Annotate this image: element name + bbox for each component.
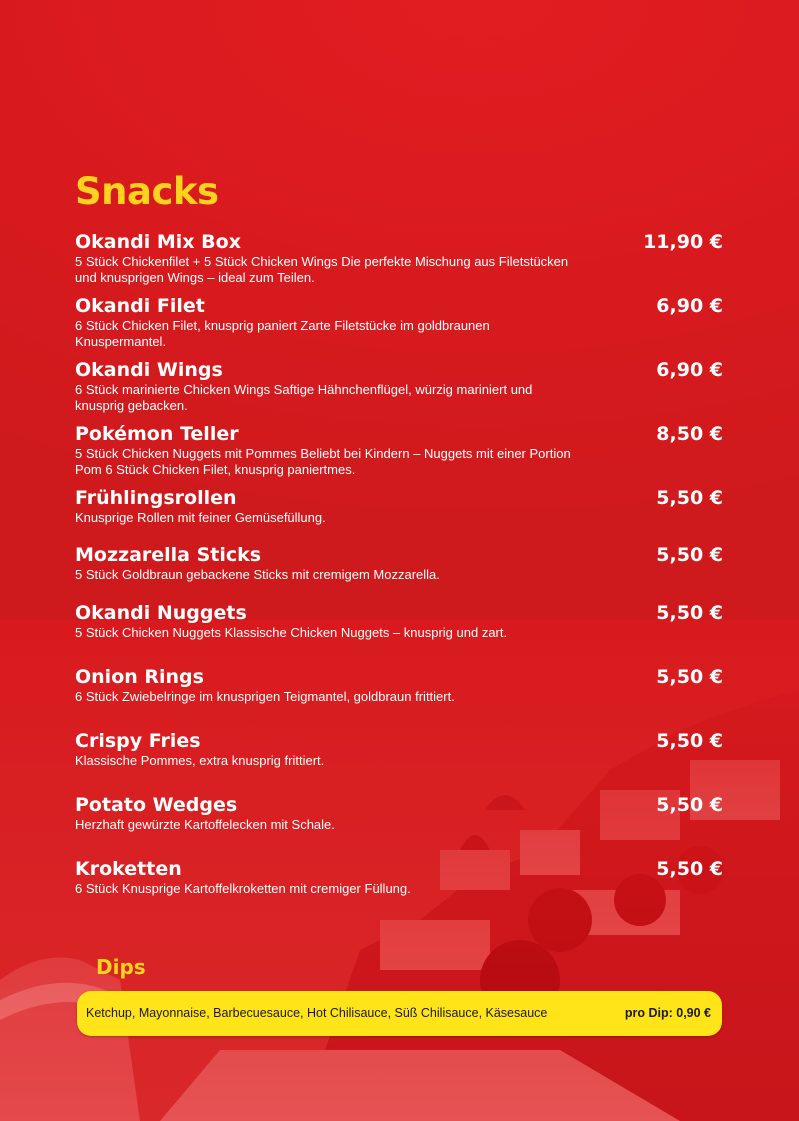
item-description: 6 Stück Knusprige Kartoffelkroketten mit cremiger Füllung. [75, 881, 411, 896]
dips-bar [77, 991, 722, 1036]
item-description: 5 Stück Goldbraun gebackene Sticks mit cremigem Mozzarella. [75, 567, 440, 582]
item-name: Onion Rings [75, 666, 204, 688]
menu-item [75, 358, 725, 414]
item-name: Okandi Nuggets [75, 602, 247, 624]
item-name: Okandi Filet [75, 295, 205, 317]
dips-price: pro Dip: 0,90 € [624, 1006, 711, 1020]
item-description: 6 Stück Chicken Filet, knusprig paniert Zarte Filetstücke im goldbraunen Knuspermantel. [75, 318, 490, 349]
item-price: 5,50 € [656, 666, 723, 688]
item-name: Pokémon Teller [75, 423, 239, 445]
item-description: Klassische Pommes, extra knusprig frittiert. [75, 753, 325, 768]
item-description: 5 Stück Chickenfilet + 5 Stück Chicken Wings Die perfekte Mischung aus Filetstücken und knusprigen Wings – ideal zum Teilen. [75, 254, 569, 285]
item-price: 5,50 € [656, 730, 723, 752]
item-price: 8,50 € [656, 423, 723, 445]
item-price: 5,50 € [656, 858, 723, 880]
item-price: 5,50 € [656, 544, 723, 566]
item-name: Okandi Mix Box [75, 231, 241, 253]
item-name: Mozzarella Sticks [75, 544, 262, 566]
item-name: Potato Wedges [75, 794, 238, 816]
item-description: 5 Stück Chicken Nuggets mit Pommes Beliebt bei Kindern – Nuggets mit einer Portion Pom 6 Stück Chicken Filet, knusprig paniertmes. [75, 446, 571, 477]
menu-item [75, 793, 725, 833]
item-price: 5,50 € [656, 602, 723, 624]
dips-title: Dips [96, 955, 146, 979]
menu-item [75, 665, 725, 705]
item-price: 6,90 € [656, 359, 723, 381]
item-description: Herzhaft gewürzte Kartoffelecken mit Schale. [75, 817, 335, 832]
menu-title: Snacks [75, 170, 219, 213]
item-name: Kroketten [75, 858, 182, 880]
item-description: 5 Stück Chicken Nuggets Klassische Chicken Nuggets – knusprig und zart. [75, 625, 508, 640]
item-description: Knusprige Rollen mit feiner Gemüsefüllung. [75, 510, 326, 525]
item-price: 6,90 € [656, 295, 723, 317]
menu-item [75, 543, 725, 583]
item-price: 11,90 € [643, 231, 723, 253]
menu-item [75, 486, 725, 526]
item-description: 6 Stück marinierte Chicken Wings Saftige Hähnchenflügel, würzig mariniert und knusprig gebacken. [75, 382, 533, 413]
item-name: Frühlingsrollen [75, 487, 237, 509]
menu-item [75, 729, 725, 769]
menu-item [75, 857, 725, 897]
item-description: 6 Stück Zwiebelringe im knusprigen Teigmantel, goldbraun frittiert. [75, 689, 455, 704]
menu-item [75, 422, 725, 478]
dips-list: Ketchup, Mayonnaise, Barbecuesauce, Hot Chilisauce, Süß Chilisauce, Käsesauce [86, 1006, 548, 1020]
item-name: Okandi Wings [75, 359, 223, 381]
item-name: Crispy Fries [75, 730, 201, 752]
menu-item [75, 294, 725, 350]
menu-item [75, 601, 725, 641]
item-price: 5,50 € [656, 794, 723, 816]
item-price: 5,50 € [656, 487, 723, 509]
menu-item [75, 230, 725, 286]
